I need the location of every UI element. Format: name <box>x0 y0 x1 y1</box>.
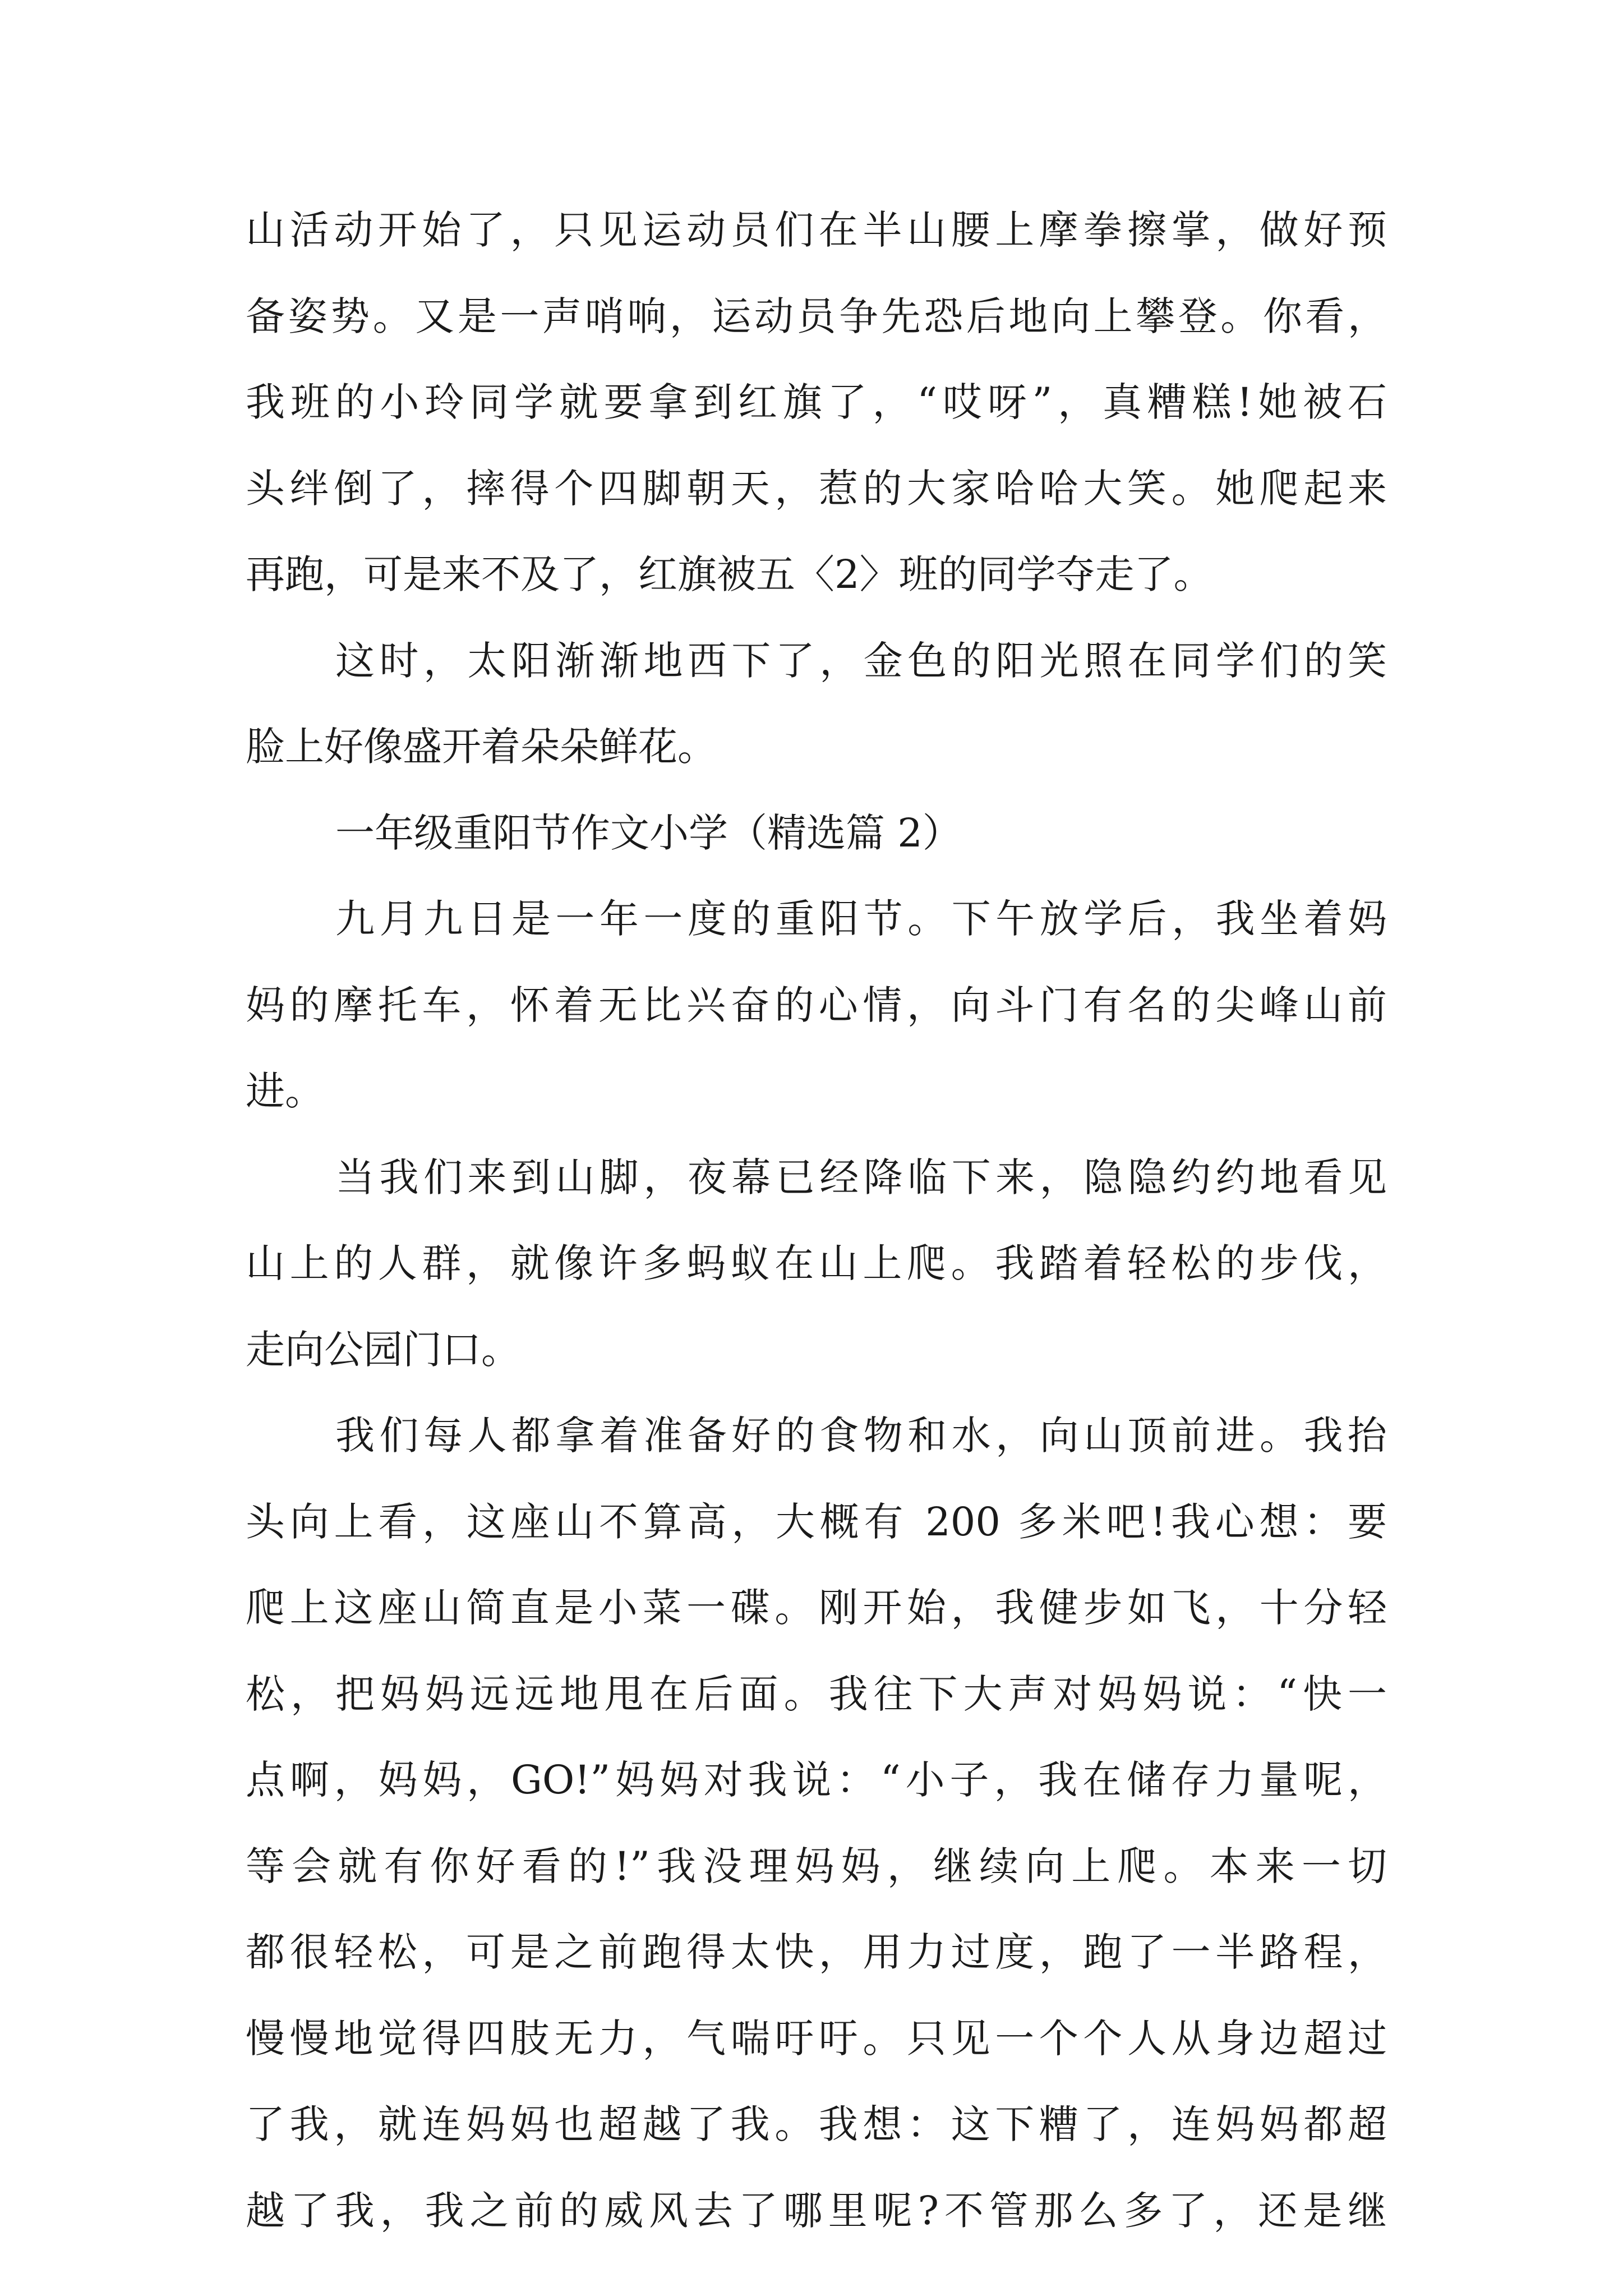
paragraph-5 <box>246 1393 1387 2254</box>
text-line: 脸上好像盛开着朵朵鲜花。 <box>246 724 717 770</box>
heading-line: 一年级重阳节作文小学（精选篇 2） <box>335 809 962 856</box>
paragraph-2 <box>246 618 1387 790</box>
paragraph-4 <box>246 1135 1387 1393</box>
text-line: 头向上看，这座山不算高，大概有 200 多米吧!我心想：要 <box>246 1498 1387 1545</box>
text-line: 等会就有你好看的!”我没理妈妈，继续向上爬。本来一切 <box>246 1843 1387 1889</box>
text-line: 点啊，妈妈，GO!”妈妈对我说：“小子，我在储存力量呢， <box>246 1757 1387 1803</box>
text-line: 进。 <box>246 1068 324 1114</box>
text-line: 了我，就连妈妈也超越了我。我想：这下糟了，连妈妈都超 <box>246 2101 1387 2147</box>
text-line: 都很轻松，可是之前跑得太快，用力过度，跑了一半路程， <box>246 1929 1387 1975</box>
text-line: 我班的小玲同学就要拿到红旗了，“哎呀”，真糟糕!她被石 <box>246 379 1387 425</box>
text-line: 我们每人都拿着准备好的食物和水，向山顶前进。我抬 <box>335 1412 1387 1458</box>
text-line: 山上的人群，就像许多蚂蚁在山上爬。我踏着轻松的步伐， <box>246 1240 1387 1286</box>
text-line: 这时，太阳渐渐地西下了，金色的阳光照在同学们的笑 <box>335 637 1387 684</box>
text-line: 越了我，我之前的威风去了哪里呢?不管那么多了，还是继 <box>246 2187 1387 2234</box>
text-line: 九月九日是一年一度的重阳节。下午放学后，我坐着妈 <box>335 896 1387 942</box>
text-line: 再跑，可是来不及了，红旗被五〈2〉班的同学夺走了。 <box>246 551 1213 597</box>
text-line: 松，把妈妈远远地甩在后面。我往下大声对妈妈说：“快一 <box>246 1671 1387 1717</box>
text-line: 山活动开始了，只见运动员们在半山腰上摩拳擦掌，做好预 <box>246 207 1387 253</box>
text-line: 备姿势。又是一声哨响，运动员争先恐后地向上攀登。你看， <box>246 293 1387 339</box>
paragraph-3 <box>246 876 1387 1135</box>
text-line: 走向公园门口。 <box>246 1326 520 1373</box>
text-line: 妈的摩托车，怀着无比兴奋的心情，向斗门有名的尖峰山前 <box>246 982 1387 1028</box>
document-body <box>246 187 1387 2254</box>
text-line: 慢慢地觉得四肢无力，气喘吁吁。只见一个个人从身边超过 <box>246 2015 1387 2062</box>
text-line: 当我们来到山脚，夜幕已经降临下来，隐隐约约地看见 <box>335 1154 1387 1200</box>
section-heading <box>246 790 1387 877</box>
text-line: 头绊倒了，摔得个四脚朝天，惹的大家哈哈大笑。她爬起来 <box>246 465 1387 512</box>
paragraph-1 <box>246 187 1387 618</box>
text-line: 爬上这座山简直是小菜一碟。刚开始，我健步如飞，十分轻 <box>246 1585 1387 1631</box>
